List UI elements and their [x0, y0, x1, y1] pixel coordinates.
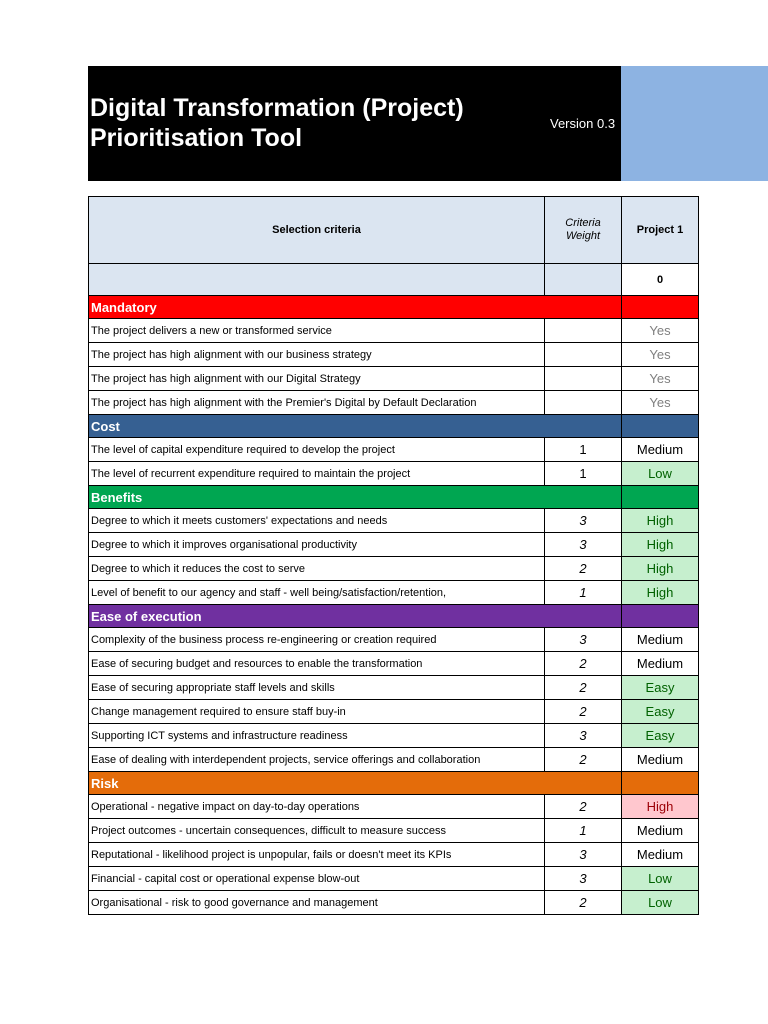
section-project-cell [622, 296, 699, 319]
table-row [89, 557, 699, 581]
weight-cell[interactable]: 3 [545, 533, 622, 557]
weight-cell[interactable]: 3 [545, 843, 622, 867]
criterion-cell: The project has high alignment with our business strategy [89, 343, 545, 367]
table-row [89, 367, 699, 391]
table-row [89, 462, 699, 486]
section-label: Risk [89, 772, 622, 795]
project-rating-cell[interactable]: Yes [622, 391, 699, 415]
version-label: Version 0.3 [550, 116, 616, 131]
project-rating-cell[interactable]: Easy [622, 724, 699, 748]
section-project-cell [622, 772, 699, 795]
section-label: Ease of execution [89, 605, 622, 628]
score-row-weight-cell [545, 264, 622, 296]
project-column-header: Project 1 [622, 197, 699, 264]
section-header [89, 772, 699, 795]
criterion-cell: The project has high alignment with the Premier's Digital by Default Declaration [89, 391, 545, 415]
title-line-1: Digital Transformation (Project) [90, 94, 464, 122]
project-rating-cell[interactable]: Medium [622, 748, 699, 772]
weight-cell[interactable]: 1 [545, 438, 622, 462]
weight-cell[interactable] [545, 367, 622, 391]
section-header [89, 486, 699, 509]
weight-cell[interactable]: 2 [545, 795, 622, 819]
title-line-2: Prioritisation Tool [90, 124, 303, 152]
criterion-cell: Level of benefit to our agency and staff - well being/satisfaction/retention, [89, 581, 545, 605]
criterion-cell: Complexity of the business process re-engineering or creation required [89, 628, 545, 652]
table-row [89, 628, 699, 652]
project-rating-cell[interactable]: Medium [622, 438, 699, 462]
project-rating-cell[interactable]: Easy [622, 700, 699, 724]
table-row [89, 748, 699, 772]
table-row [89, 319, 699, 343]
section-header [89, 605, 699, 628]
weight-cell[interactable] [545, 391, 622, 415]
weight-cell[interactable]: 1 [545, 581, 622, 605]
table-row [89, 652, 699, 676]
project-rating-cell[interactable]: Low [622, 891, 699, 915]
section-label: Mandatory [89, 296, 622, 319]
table-row [89, 438, 699, 462]
criterion-cell: Supporting ICT systems and infrastructure readiness [89, 724, 545, 748]
project-rating-cell[interactable]: High [622, 581, 699, 605]
table-row [89, 509, 699, 533]
criterion-cell: Project outcomes - uncertain consequences, difficult to measure success [89, 819, 545, 843]
table-header-row [89, 197, 699, 264]
criterion-cell: Financial - capital cost or operational expense blow-out [89, 867, 545, 891]
weight-cell[interactable]: 3 [545, 724, 622, 748]
project-rating-cell[interactable]: Low [622, 867, 699, 891]
project-rating-cell[interactable]: Easy [622, 676, 699, 700]
project-rating-cell[interactable]: Medium [622, 819, 699, 843]
criteria-column-header: Selection criteria [89, 197, 545, 264]
table-row [89, 391, 699, 415]
section-header [89, 415, 699, 438]
criterion-cell: The level of recurrent expenditure required to maintain the project [89, 462, 545, 486]
title-banner [88, 66, 621, 181]
table-row [89, 533, 699, 557]
criterion-cell: Degree to which it reduces the cost to serve [89, 557, 545, 581]
weight-cell[interactable]: 2 [545, 557, 622, 581]
project-rating-cell[interactable]: Medium [622, 843, 699, 867]
section-header [89, 296, 699, 319]
project-rating-cell[interactable]: Medium [622, 628, 699, 652]
score-row [89, 264, 699, 296]
weight-cell[interactable]: 2 [545, 891, 622, 915]
weight-column-header [545, 197, 622, 264]
weight-cell[interactable]: 1 [545, 819, 622, 843]
section-project-cell [622, 486, 699, 509]
table-row [89, 581, 699, 605]
criterion-cell: Organisational - risk to good governance and management [89, 891, 545, 915]
weight-cell[interactable]: 2 [545, 700, 622, 724]
project-rating-cell[interactable]: Yes [622, 319, 699, 343]
project-rating-cell[interactable]: Yes [622, 367, 699, 391]
criterion-cell: Reputational - likelihood project is unpopular, fails or doesn't meet its KPIs [89, 843, 545, 867]
weight-header-line-2: Weight [565, 230, 601, 242]
criterion-cell: Degree to which it improves organisational productivity [89, 533, 545, 557]
score-row-criteria-cell [89, 264, 545, 296]
table-row [89, 724, 699, 748]
project-rating-cell[interactable]: High [622, 795, 699, 819]
criterion-cell: The project delivers a new or transformed service [89, 319, 545, 343]
weight-cell[interactable]: 2 [545, 676, 622, 700]
table-row [89, 867, 699, 891]
table-row [89, 343, 699, 367]
table-row [89, 819, 699, 843]
section-label: Benefits [89, 486, 622, 509]
criterion-cell: Degree to which it meets customers' expectations and needs [89, 509, 545, 533]
section-project-cell [622, 415, 699, 438]
weight-cell[interactable]: 3 [545, 628, 622, 652]
project-total-score: 0 [622, 264, 699, 296]
accent-block [621, 66, 768, 181]
criterion-cell: Ease of securing budget and resources to enable the transformation [89, 652, 545, 676]
weight-cell[interactable] [545, 343, 622, 367]
weight-cell[interactable]: 2 [545, 652, 622, 676]
project-rating-cell[interactable]: Yes [622, 343, 699, 367]
table-row [89, 795, 699, 819]
page-title [90, 93, 464, 153]
prioritisation-table [88, 196, 699, 915]
weight-cell[interactable]: 3 [545, 867, 622, 891]
criterion-cell: The level of capital expenditure required to develop the project [89, 438, 545, 462]
criterion-cell: Ease of dealing with interdependent projects, service offerings and collaboration [89, 748, 545, 772]
table-row [89, 700, 699, 724]
weight-cell[interactable] [545, 319, 622, 343]
criterion-cell: Operational - negative impact on day-to-day operations [89, 795, 545, 819]
project-rating-cell[interactable]: Low [622, 462, 699, 486]
project-rating-cell[interactable]: Medium [622, 652, 699, 676]
weight-header-line-1: Criteria [565, 217, 601, 229]
table-row [89, 891, 699, 915]
weight-cell[interactable]: 1 [545, 462, 622, 486]
weight-cell[interactable]: 3 [545, 509, 622, 533]
criterion-cell: Change management required to ensure staff buy-in [89, 700, 545, 724]
weight-cell[interactable]: 2 [545, 748, 622, 772]
section-project-cell [622, 605, 699, 628]
project-rating-cell[interactable]: High [622, 533, 699, 557]
table-row [89, 843, 699, 867]
criterion-cell: Ease of securing appropriate staff levels and skills [89, 676, 545, 700]
criterion-cell: The project has high alignment with our Digital Strategy [89, 367, 545, 391]
section-label: Cost [89, 415, 622, 438]
project-rating-cell[interactable]: High [622, 557, 699, 581]
table-row [89, 676, 699, 700]
project-rating-cell[interactable]: High [622, 509, 699, 533]
